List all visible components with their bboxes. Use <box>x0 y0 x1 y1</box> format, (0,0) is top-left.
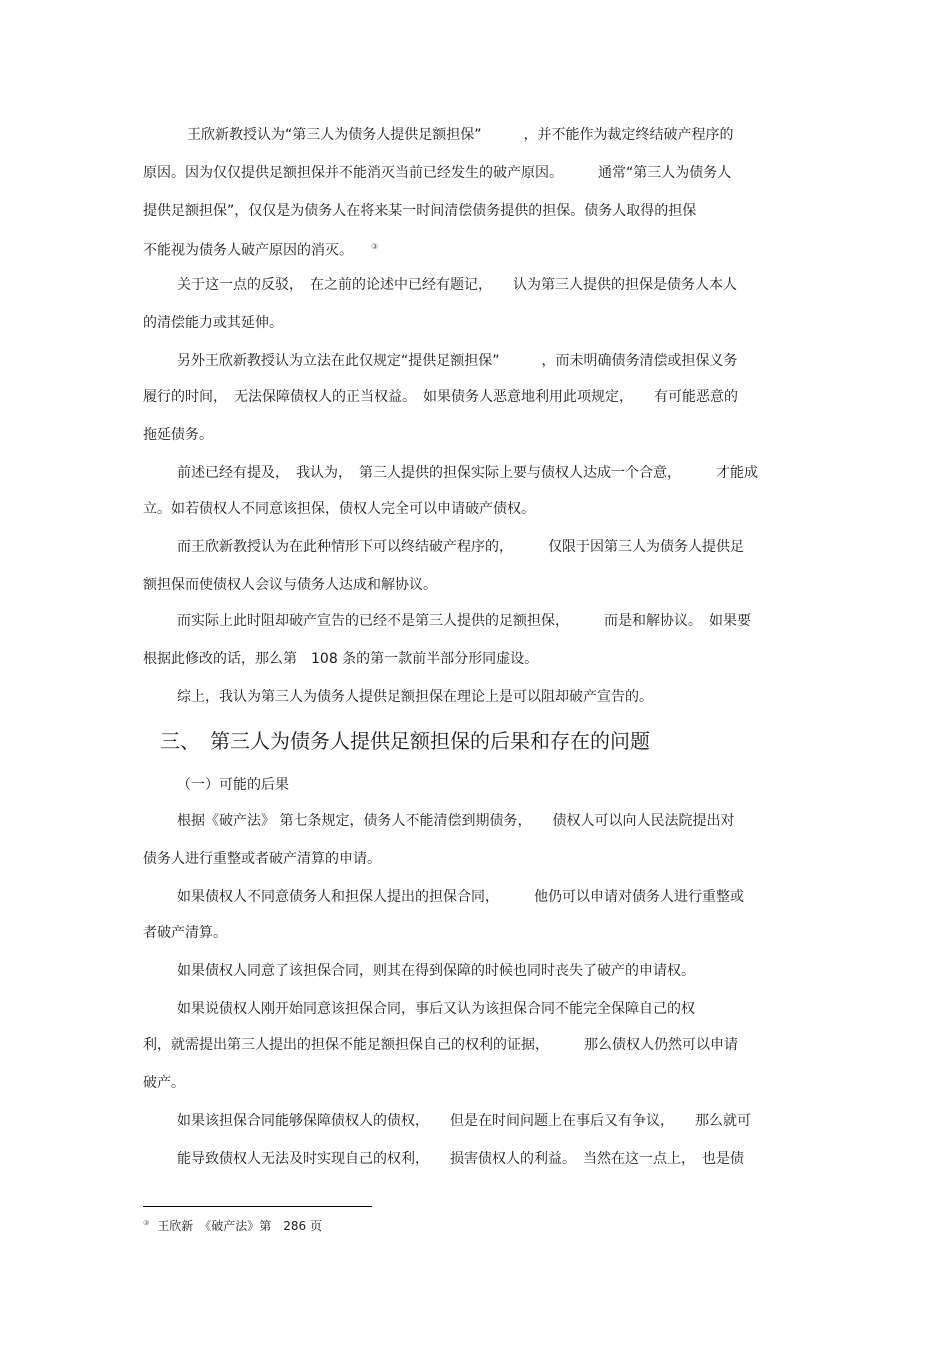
footnote <box>143 1215 322 1234</box>
text-line: 关于这一点的反驳， 在之前的论述中已经有题记， 认为第三人提供的担保是债务人本人 <box>177 277 737 293</box>
text-line: 另外王欣新教授认为立法在此仅规定“提供足额担保” ，而未明确债务清偿或担保义务 <box>177 353 738 369</box>
section-heading: 三、 第三人为债务人提供足额担保的后果和存在的问题 <box>160 729 650 753</box>
text-line: 而实际上此时阻却破产宣告的已经不是第三人提供的足额担保， 而是和解协议。 如果要 <box>177 613 751 629</box>
text-line: 如果债权人不同意债务人和担保人提出的担保合同， 他仍可以申请对债务人进行重整或 <box>177 889 744 905</box>
text-line: 提供足额担保”，仅仅是为债务人在将来某一时间清偿债务提供的担保。债务人取得的担保 <box>143 203 697 219</box>
text-line: 债务人进行重整或者破产清算的申请。 <box>143 851 381 867</box>
text-line: 原因。因为仅仅提供足额担保并不能消灭当前已经发生的破产原因。 通常“第三人为债务人 <box>143 165 732 181</box>
subheading: （一）可能的后果 <box>177 777 289 793</box>
text-line: 如果该担保合同能够保障债权人的债权， 但是在时间问题上在事后又有争议， 那么就可 <box>177 1113 751 1129</box>
text-line: 综上，我认为第三人为债务人提供足额担保在理论上是可以阻却破产宣告的。 <box>177 689 653 705</box>
text-line: 破产。 <box>143 1075 185 1091</box>
text-line: 额担保而使债权人会议与债务人达成和解协议。 <box>143 577 437 593</box>
text-line: 而王欣新教授认为在此种情形下可以终结破产程序的， 仅限于因第三人为债务人提供足 <box>177 539 744 555</box>
footnote-text: 王欣新 《破产法》第 286 页 <box>157 1219 323 1233</box>
text-line: 拖延债务。 <box>143 427 213 443</box>
text-line: 不能视为债务人破产原因的消灭。 ③ <box>143 242 379 259</box>
text-line: 如果债权人同意了该担保合同，则其在得到保障的时候也同时丧失了破产的申请权。 <box>177 963 695 979</box>
footnote-divider <box>143 1206 372 1207</box>
text-line: 能导致债权人无法及时实现自己的权利， 损害债权人的利益。 当然在这一点上， 也是债 <box>177 1151 744 1167</box>
text-line: 的清偿能力或其延伸。 <box>143 315 283 331</box>
text-line: 者破产清算。 <box>143 925 227 941</box>
text-line: 王欣新教授认为“第三人为债务人提供足额担保” ，并不能作为裁定终结破产程序的 <box>187 127 734 143</box>
text-line: 如果说债权人刚开始同意该担保合同，事后又认为该担保合同不能完全保障自己的权 <box>177 1001 695 1017</box>
footnote-ref[interactable]: ③ <box>371 242 379 251</box>
text-line: 根据此修改的话，那么第 108 条的第一款前半部分形同虚设。 <box>143 651 539 667</box>
text-line: 前述已经有提及， 我认为， 第三人提供的担保实际上要与债权人达成一个合意， 才能成 <box>177 465 758 481</box>
text-line: 立。如若债权人不同意该担保，债权人完全可以申请破产债权。 <box>143 501 535 517</box>
footnote-mark: ③ <box>143 1219 150 1227</box>
text-line: 根据《破产法》 第七条规定，债务人不能清偿到期债务， 债权人可以向人民法院提出对 <box>177 813 735 829</box>
text-line: 履行的时间， 无法保障债权人的正当权益。 如果债务人恶意地利用此项规定， 有可能恶意的 <box>143 389 738 405</box>
text-line: 利，就需提出第三人提出的担保不能足额担保自己的权利的证据， 那么债权人仍然可以申请 <box>143 1037 738 1053</box>
